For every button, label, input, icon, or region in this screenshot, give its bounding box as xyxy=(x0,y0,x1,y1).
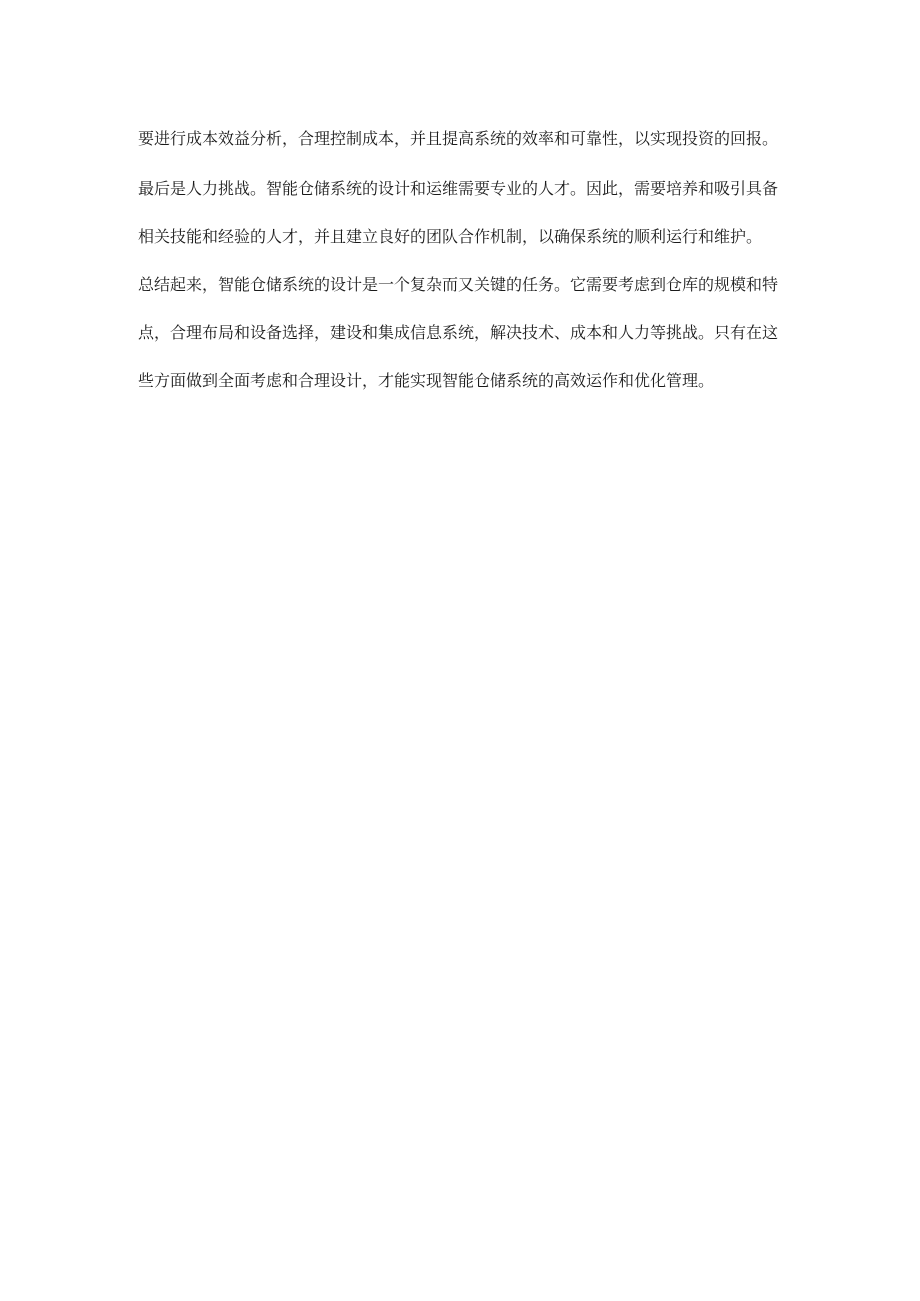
paragraph-cost-benefit: 要进行成本效益分析，合理控制成本，并且提高系统的效率和可靠性，以实现投资的回报。 xyxy=(138,129,779,148)
document-body xyxy=(138,124,778,405)
paragraph-human-resources: 最后是人力挑战。智能仓储系统的设计和运维需要专业的人才。因此，需要培养和吸引具备相关技能和经验的人才，并且建立良好的团队合作机制，以确保系统的顺利运行和维护。 xyxy=(138,179,779,246)
paragraph-conclusion: 总结起来，智能仓储系统的设计是一个复杂而又关键的任务。它需要考虑到仓库的规模和特点，合理布局和设备选择，建设和集成信息系统，解决技术、成本和人力等挑战。只有在这些方面做到全面考虑和合理设计，才能实现智能仓储系统的高效运作和优化管理。 xyxy=(138,275,779,390)
